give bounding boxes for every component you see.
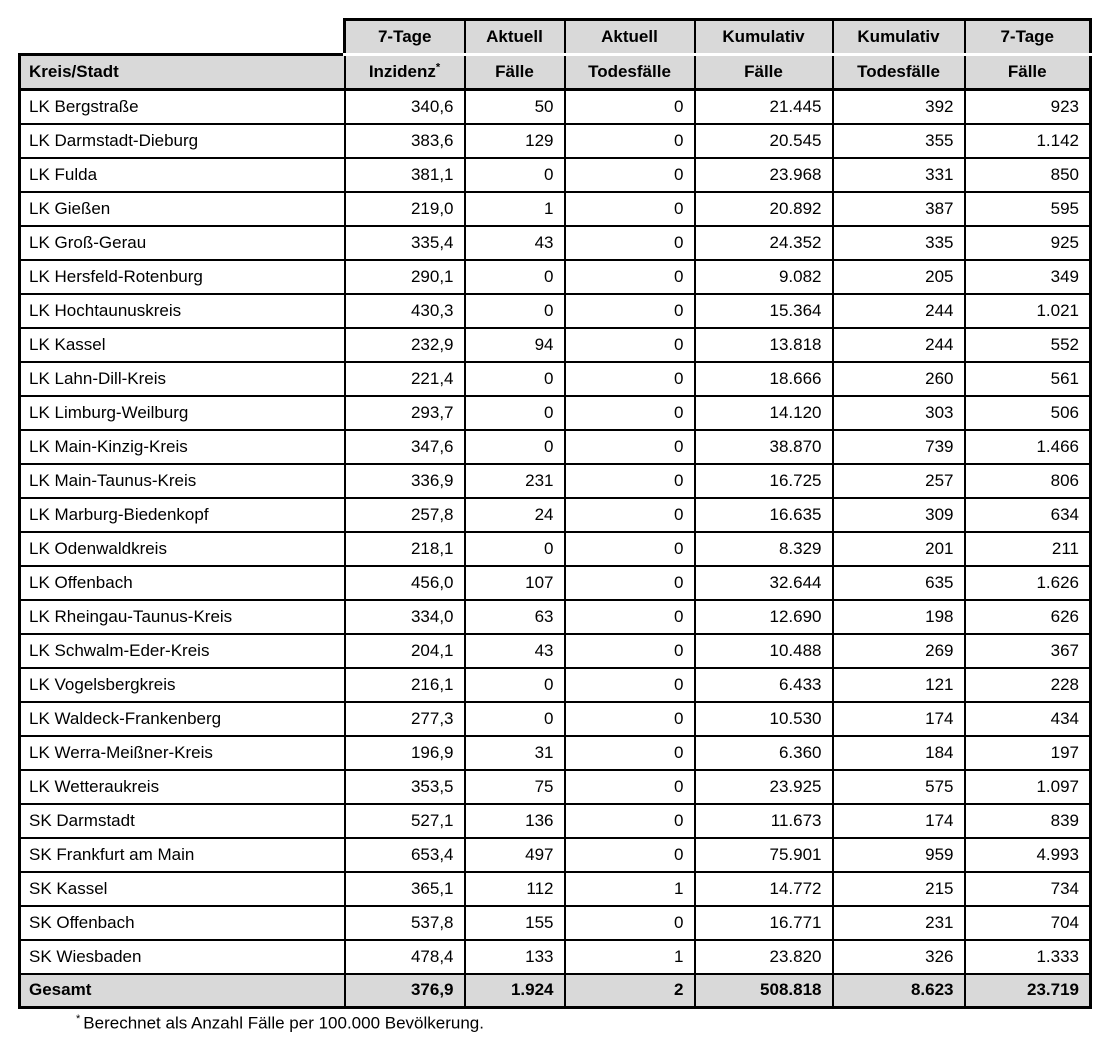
incidence-cell: 537,8 [345, 906, 465, 940]
district-name-cell: LK Main-Kinzig-Kreis [20, 430, 345, 464]
table-row [20, 90, 1091, 124]
table-row [20, 396, 1091, 430]
district-name-cell: LK Offenbach [20, 566, 345, 600]
table-row [20, 940, 1091, 974]
current-cases-cell: 136 [465, 804, 565, 838]
header-aktuell-faelle: Fälle [465, 55, 565, 90]
cumulative-deaths-cell: 575 [833, 770, 965, 804]
district-name-cell: LK Limburg-Weilburg [20, 396, 345, 430]
district-name-cell: LK Vogelsbergkreis [20, 668, 345, 702]
cumulative-deaths-cell: 309 [833, 498, 965, 532]
district-name-cell: LK Wetteraukreis [20, 770, 345, 804]
current-deaths-cell: 0 [565, 396, 695, 430]
current-cases-cell: 112 [465, 872, 565, 906]
cumulative-deaths-cell: 198 [833, 600, 965, 634]
current-cases-cell: 0 [465, 362, 565, 396]
current-deaths-cell: 0 [565, 294, 695, 328]
footnote-marker: * [76, 1013, 81, 1025]
cumulative-cases-cell: 16.771 [695, 906, 833, 940]
seven-day-cases-cell: 626 [965, 600, 1091, 634]
cumulative-cases-cell: 14.772 [695, 872, 833, 906]
cumulative-deaths-cell: 260 [833, 362, 965, 396]
incidence-cell: 456,0 [345, 566, 465, 600]
total-current-deaths-cell: 2 [565, 974, 695, 1008]
cumulative-cases-cell: 75.901 [695, 838, 833, 872]
seven-day-cases-cell: 1.333 [965, 940, 1091, 974]
current-cases-cell: 94 [465, 328, 565, 362]
header-inzidenz-label: Inzidenz [368, 62, 436, 81]
current-cases-cell: 133 [465, 940, 565, 974]
current-deaths-cell: 1 [565, 940, 695, 974]
total-incidence-cell: 376,9 [345, 974, 465, 1008]
total-cumulative-deaths-cell: 8.623 [833, 974, 965, 1008]
current-deaths-cell: 0 [565, 260, 695, 294]
footnote [76, 1013, 1089, 1034]
inzidenz-footnote-marker: * [435, 61, 441, 74]
table-row [20, 192, 1091, 226]
current-deaths-cell: 0 [565, 566, 695, 600]
incidence-cell: 335,4 [345, 226, 465, 260]
district-name-cell: SK Frankfurt am Main [20, 838, 345, 872]
table-row [20, 872, 1091, 906]
seven-day-cases-cell: 734 [965, 872, 1091, 906]
seven-day-cases-cell: 704 [965, 906, 1091, 940]
table-row [20, 702, 1091, 736]
current-deaths-cell: 0 [565, 158, 695, 192]
table-row [20, 838, 1091, 872]
district-name-cell: LK Hersfeld-Rotenburg [20, 260, 345, 294]
current-deaths-cell: 0 [565, 736, 695, 770]
cumulative-cases-cell: 13.818 [695, 328, 833, 362]
seven-day-cases-cell: 839 [965, 804, 1091, 838]
cumulative-deaths-cell: 121 [833, 668, 965, 702]
current-cases-cell: 231 [465, 464, 565, 498]
header-inzidenz [345, 55, 465, 90]
seven-day-cases-cell: 850 [965, 158, 1091, 192]
seven-day-cases-cell: 595 [965, 192, 1091, 226]
cumulative-cases-cell: 23.968 [695, 158, 833, 192]
table-row [20, 498, 1091, 532]
incidence-cell: 290,1 [345, 260, 465, 294]
table-row [20, 158, 1091, 192]
district-name-cell: LK Darmstadt-Dieburg [20, 124, 345, 158]
seven-day-cases-cell: 925 [965, 226, 1091, 260]
cumulative-cases-cell: 23.925 [695, 770, 833, 804]
seven-day-cases-cell: 1.466 [965, 430, 1091, 464]
header-corner-spacer [20, 20, 345, 55]
district-name-cell: LK Marburg-Biedenkopf [20, 498, 345, 532]
cumulative-cases-cell: 14.120 [695, 396, 833, 430]
district-name-cell: LK Rheingau-Taunus-Kreis [20, 600, 345, 634]
seven-day-cases-cell: 506 [965, 396, 1091, 430]
incidence-cell: 365,1 [345, 872, 465, 906]
current-cases-cell: 1 [465, 192, 565, 226]
table-row [20, 328, 1091, 362]
current-deaths-cell: 0 [565, 532, 695, 566]
current-deaths-cell: 0 [565, 90, 695, 124]
incidence-cell: 340,6 [345, 90, 465, 124]
incidence-cell: 478,4 [345, 940, 465, 974]
total-label-cell: Gesamt [20, 974, 345, 1008]
district-name-cell: SK Kassel [20, 872, 345, 906]
cumulative-cases-cell: 6.360 [695, 736, 833, 770]
incidence-cell: 347,6 [345, 430, 465, 464]
current-cases-cell: 129 [465, 124, 565, 158]
cumulative-cases-cell: 12.690 [695, 600, 833, 634]
incidence-cell: 232,9 [345, 328, 465, 362]
current-deaths-cell: 0 [565, 668, 695, 702]
cumulative-deaths-cell: 184 [833, 736, 965, 770]
seven-day-cases-cell: 1.626 [965, 566, 1091, 600]
incidence-cell: 336,9 [345, 464, 465, 498]
district-name-cell: LK Waldeck-Frankenberg [20, 702, 345, 736]
seven-day-cases-cell: 1.097 [965, 770, 1091, 804]
table-row [20, 770, 1091, 804]
cumulative-deaths-cell: 244 [833, 328, 965, 362]
district-name-cell: LK Odenwaldkreis [20, 532, 345, 566]
cumulative-deaths-cell: 231 [833, 906, 965, 940]
current-deaths-cell: 0 [565, 702, 695, 736]
district-name-cell: LK Groß-Gerau [20, 226, 345, 260]
cumulative-cases-cell: 11.673 [695, 804, 833, 838]
seven-day-cases-cell: 561 [965, 362, 1091, 396]
table-row [20, 668, 1091, 702]
current-deaths-cell: 0 [565, 124, 695, 158]
header-7-tage-2: 7-Tage [965, 20, 1091, 55]
current-cases-cell: 0 [465, 396, 565, 430]
incidence-cell: 383,6 [345, 124, 465, 158]
incidence-cell: 216,1 [345, 668, 465, 702]
current-cases-cell: 0 [465, 294, 565, 328]
district-name-cell: LK Werra-Meißner-Kreis [20, 736, 345, 770]
seven-day-cases-cell: 4.993 [965, 838, 1091, 872]
current-cases-cell: 75 [465, 770, 565, 804]
header-kumulativ-1: Kumulativ [695, 20, 833, 55]
table-row [20, 532, 1091, 566]
table-row [20, 906, 1091, 940]
header-kumulativ-faelle: Fälle [695, 55, 833, 90]
current-deaths-cell: 0 [565, 634, 695, 668]
current-cases-cell: 63 [465, 600, 565, 634]
current-deaths-cell: 0 [565, 906, 695, 940]
current-cases-cell: 0 [465, 430, 565, 464]
header-aktuell-todesfaelle: Todesfälle [565, 55, 695, 90]
cumulative-deaths-cell: 215 [833, 872, 965, 906]
seven-day-cases-cell: 197 [965, 736, 1091, 770]
current-deaths-cell: 0 [565, 770, 695, 804]
cumulative-deaths-cell: 335 [833, 226, 965, 260]
seven-day-cases-cell: 923 [965, 90, 1091, 124]
header-kreis-stadt: Kreis/Stadt [20, 55, 345, 90]
current-cases-cell: 31 [465, 736, 565, 770]
district-name-cell: SK Darmstadt [20, 804, 345, 838]
header-aktuell-1: Aktuell [465, 20, 565, 55]
cumulative-deaths-cell: 331 [833, 158, 965, 192]
district-name-cell: LK Lahn-Dill-Kreis [20, 362, 345, 396]
table-row [20, 634, 1091, 668]
current-deaths-cell: 0 [565, 464, 695, 498]
incidence-cell: 257,8 [345, 498, 465, 532]
table-header [20, 20, 1091, 90]
cumulative-deaths-cell: 326 [833, 940, 965, 974]
cumulative-deaths-cell: 244 [833, 294, 965, 328]
current-deaths-cell: 1 [565, 872, 695, 906]
seven-day-cases-cell: 1.021 [965, 294, 1091, 328]
district-name-cell: LK Kassel [20, 328, 345, 362]
current-cases-cell: 497 [465, 838, 565, 872]
table-row [20, 736, 1091, 770]
header-kumulativ-todesfaelle: Todesfälle [833, 55, 965, 90]
incidence-cell: 430,3 [345, 294, 465, 328]
cumulative-deaths-cell: 257 [833, 464, 965, 498]
current-deaths-cell: 0 [565, 430, 695, 464]
seven-day-cases-cell: 806 [965, 464, 1091, 498]
current-cases-cell: 43 [465, 226, 565, 260]
district-name-cell: LK Fulda [20, 158, 345, 192]
district-name-cell: LK Gießen [20, 192, 345, 226]
cumulative-cases-cell: 15.364 [695, 294, 833, 328]
cumulative-deaths-cell: 174 [833, 804, 965, 838]
table-row [20, 804, 1091, 838]
seven-day-cases-cell: 367 [965, 634, 1091, 668]
covid-statistics-table [18, 18, 1092, 1009]
header-group-row [20, 20, 1091, 55]
cumulative-cases-cell: 6.433 [695, 668, 833, 702]
total-row [20, 974, 1091, 1008]
total-current-cases-cell: 1.924 [465, 974, 565, 1008]
header-aktuell-2: Aktuell [565, 20, 695, 55]
current-cases-cell: 0 [465, 532, 565, 566]
cumulative-cases-cell: 32.644 [695, 566, 833, 600]
incidence-cell: 218,1 [345, 532, 465, 566]
current-deaths-cell: 0 [565, 226, 695, 260]
current-deaths-cell: 0 [565, 362, 695, 396]
district-name-cell: LK Schwalm-Eder-Kreis [20, 634, 345, 668]
header-detail-row [20, 55, 1091, 90]
cumulative-deaths-cell: 303 [833, 396, 965, 430]
incidence-cell: 277,3 [345, 702, 465, 736]
district-name-cell: LK Main-Taunus-Kreis [20, 464, 345, 498]
incidence-cell: 204,1 [345, 634, 465, 668]
table-row [20, 430, 1091, 464]
cumulative-cases-cell: 18.666 [695, 362, 833, 396]
current-deaths-cell: 0 [565, 328, 695, 362]
seven-day-cases-cell: 634 [965, 498, 1091, 532]
incidence-cell: 527,1 [345, 804, 465, 838]
footnote-text: Berechnet als Anzahl Fälle per 100.000 Bevölkerung. [83, 1013, 484, 1033]
incidence-cell: 353,5 [345, 770, 465, 804]
incidence-cell: 196,9 [345, 736, 465, 770]
district-name-cell: LK Bergstraße [20, 90, 345, 124]
cumulative-cases-cell: 16.635 [695, 498, 833, 532]
cumulative-deaths-cell: 959 [833, 838, 965, 872]
table-row [20, 600, 1091, 634]
cumulative-deaths-cell: 174 [833, 702, 965, 736]
seven-day-cases-cell: 349 [965, 260, 1091, 294]
current-deaths-cell: 0 [565, 192, 695, 226]
current-deaths-cell: 0 [565, 804, 695, 838]
table-row [20, 566, 1091, 600]
current-cases-cell: 107 [465, 566, 565, 600]
current-cases-cell: 0 [465, 702, 565, 736]
district-name-cell: SK Offenbach [20, 906, 345, 940]
table-total [20, 974, 1091, 1008]
current-cases-cell: 0 [465, 158, 565, 192]
cumulative-deaths-cell: 355 [833, 124, 965, 158]
incidence-cell: 221,4 [345, 362, 465, 396]
current-deaths-cell: 0 [565, 838, 695, 872]
cumulative-deaths-cell: 635 [833, 566, 965, 600]
current-cases-cell: 0 [465, 260, 565, 294]
header-7-tage: 7-Tage [345, 20, 465, 55]
total-seven-day-cases-cell: 23.719 [965, 974, 1091, 1008]
cumulative-cases-cell: 20.892 [695, 192, 833, 226]
district-name-cell: SK Wiesbaden [20, 940, 345, 974]
table-row [20, 294, 1091, 328]
cumulative-cases-cell: 9.082 [695, 260, 833, 294]
incidence-cell: 293,7 [345, 396, 465, 430]
header-kumulativ-2: Kumulativ [833, 20, 965, 55]
cumulative-cases-cell: 38.870 [695, 430, 833, 464]
cumulative-cases-cell: 21.445 [695, 90, 833, 124]
seven-day-cases-cell: 228 [965, 668, 1091, 702]
cumulative-deaths-cell: 739 [833, 430, 965, 464]
table-row [20, 124, 1091, 158]
table-row [20, 226, 1091, 260]
cumulative-cases-cell: 8.329 [695, 532, 833, 566]
seven-day-cases-cell: 552 [965, 328, 1091, 362]
cumulative-cases-cell: 24.352 [695, 226, 833, 260]
current-cases-cell: 43 [465, 634, 565, 668]
cumulative-deaths-cell: 392 [833, 90, 965, 124]
cumulative-cases-cell: 20.545 [695, 124, 833, 158]
cumulative-deaths-cell: 387 [833, 192, 965, 226]
table-row [20, 464, 1091, 498]
total-cumulative-cases-cell: 508.818 [695, 974, 833, 1008]
current-cases-cell: 50 [465, 90, 565, 124]
current-cases-cell: 24 [465, 498, 565, 532]
seven-day-cases-cell: 434 [965, 702, 1091, 736]
cumulative-cases-cell: 10.488 [695, 634, 833, 668]
incidence-cell: 653,4 [345, 838, 465, 872]
cumulative-deaths-cell: 205 [833, 260, 965, 294]
cumulative-cases-cell: 10.530 [695, 702, 833, 736]
cumulative-cases-cell: 23.820 [695, 940, 833, 974]
district-name-cell: LK Hochtaunuskreis [20, 294, 345, 328]
current-deaths-cell: 0 [565, 498, 695, 532]
cumulative-deaths-cell: 201 [833, 532, 965, 566]
seven-day-cases-cell: 1.142 [965, 124, 1091, 158]
incidence-cell: 334,0 [345, 600, 465, 634]
incidence-cell: 219,0 [345, 192, 465, 226]
header-7-tage-faelle: Fälle [965, 55, 1091, 90]
seven-day-cases-cell: 211 [965, 532, 1091, 566]
incidence-cell: 381,1 [345, 158, 465, 192]
table-row [20, 362, 1091, 396]
table-row [20, 260, 1091, 294]
cumulative-cases-cell: 16.725 [695, 464, 833, 498]
table-body [20, 90, 1091, 974]
current-deaths-cell: 0 [565, 600, 695, 634]
current-cases-cell: 0 [465, 668, 565, 702]
cumulative-deaths-cell: 269 [833, 634, 965, 668]
current-cases-cell: 155 [465, 906, 565, 940]
